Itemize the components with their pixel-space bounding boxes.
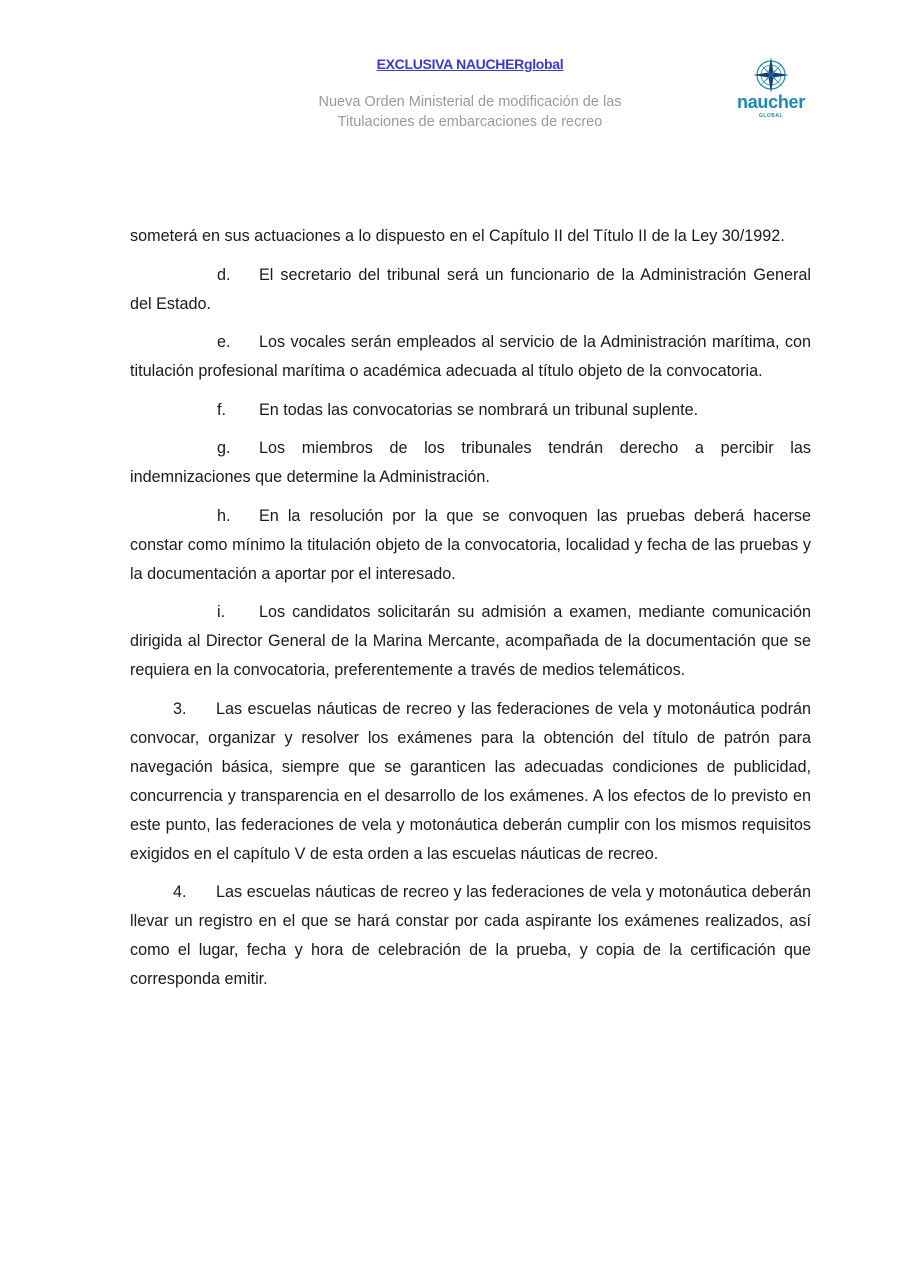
list-marker: g. (217, 439, 231, 457)
header-subtitle-line1: Nueva Orden Ministerial de modificación de las (318, 94, 622, 110)
list-marker: i. (217, 603, 226, 621)
list-text: Los vocales serán empleados al servicio de la Administración marítima, con titulación profesional marítima o académica adecuada al título objeto de la convocatoria. (130, 333, 811, 380)
naucher-logo (728, 56, 818, 122)
list-text: Los candidatos solicitarán su admisión a examen, mediante comunicación dirigida al Director General de la Marina Mercante, acompañada de la documentación que se requiera en la convocatoria, preferentemente a través de medios telemáticos. (130, 603, 811, 679)
point-marker: 3. (173, 699, 187, 718)
list-item-i (130, 598, 811, 685)
list-marker: d. (217, 265, 231, 284)
list-marker: h. (217, 506, 231, 525)
logo-name: naucher (737, 92, 805, 112)
list-text: El secretario del tribunal será un funcionario de la Administración General del Estado. (130, 265, 811, 313)
point-text: Las escuelas náuticas de recreo y las federaciones de vela y motonáutica podrán convocar, organizar y resolver los exámenes para la obtención del título de patrón para navegación básica, siempre que se garanticen las adecuadas condiciones de publicidad, concurrencia y transparencia en el desarrollo de los exámenes. A los efectos de lo previsto en este punto, las federaciones de vela y motonáutica deberán cumplir con los mismos requisitos exigidos en el capítulo V de esta orden a las escuelas náuticas de recreo. (130, 699, 811, 863)
list-item-e (130, 328, 811, 386)
compass-rose-icon (751, 56, 791, 94)
list-item-g (130, 434, 811, 492)
logo-sub: GLOBAL (758, 113, 784, 119)
list-item-d (130, 261, 811, 319)
point-marker: 4. (173, 883, 187, 901)
document-body (130, 222, 811, 1004)
point-text: Las escuelas náuticas de recreo y las federaciones de vela y motonáutica deberán llevar un registro en el que se hará constar por cada aspirante los exámenes realizados, así como el lugar, fecha y hora de celebración de la prueba, y copia de la certificación que corresponda emitir. (130, 883, 811, 988)
continuation-paragraph: someterá en sus actuaciones a lo dispuesto en el Capítulo II del Título II de la Ley 30/1992. (130, 227, 785, 245)
list-text: En la resolución por la que se convoquen las pruebas deberá hacerse constar como mínimo la titulación objeto de la convocatoria, localidad y fecha de las pruebas y la documentación a aportar por el interesado. (130, 506, 811, 583)
point-3 (130, 695, 811, 869)
list-marker: e. (217, 333, 231, 351)
header-subtitle-line2: Titulaciones de embarcaciones de recreo (337, 114, 603, 130)
header-link[interactable]: EXCLUSIVA NAUCHERglobal (376, 56, 564, 72)
list-text: En todas las convocatorias se nombrará un tribunal suplente. (259, 400, 699, 419)
list-item-h (130, 502, 811, 589)
list-marker: f. (217, 400, 226, 419)
list-item-f (130, 396, 811, 425)
point-4 (130, 878, 811, 994)
list-text: Los miembros de los tribunales tendrán derecho a percibir las indemnizaciones que determine la Administración. (130, 439, 811, 486)
